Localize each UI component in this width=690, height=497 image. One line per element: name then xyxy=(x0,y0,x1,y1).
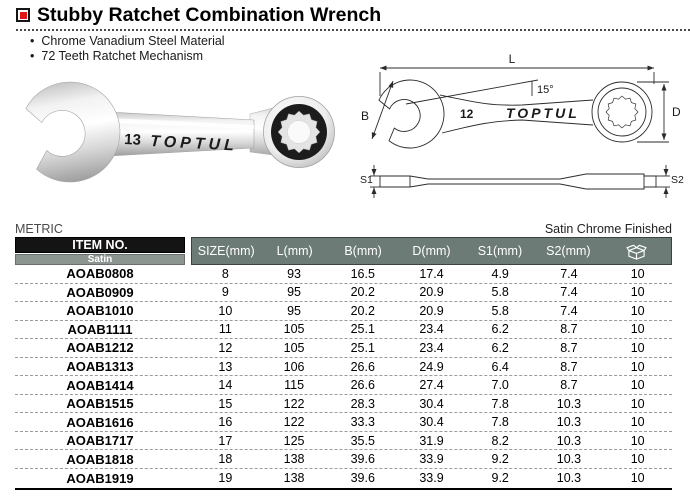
value-cell: 122 xyxy=(283,415,305,430)
value-cell: 26.6 xyxy=(350,359,375,374)
col-header-s1: S1(mm) xyxy=(477,244,523,258)
diagram-size-stamp: 12 xyxy=(460,107,474,121)
value-cell: 10 xyxy=(630,285,645,300)
value-cell: 17 xyxy=(218,433,233,448)
bullet-dot-icon: • xyxy=(30,49,35,63)
value-cell: 7.4 xyxy=(560,303,578,318)
value-cell: 39.6 xyxy=(350,471,375,486)
value-cell: 20.9 xyxy=(419,285,444,300)
photo-engraving-size: 13 xyxy=(123,131,142,149)
value-cell: 8.2 xyxy=(491,433,509,448)
item-no-cell: AOAB1111 xyxy=(67,321,133,337)
value-cell: 11 xyxy=(218,322,232,337)
value-cell: 122 xyxy=(283,396,305,411)
feature-item xyxy=(30,34,225,49)
value-cell: 7.4 xyxy=(560,266,578,281)
value-cell: 7.0 xyxy=(491,378,509,393)
col-header-d: D(mm) xyxy=(412,244,451,258)
table-row xyxy=(15,321,672,340)
value-cell: 8.7 xyxy=(560,378,578,393)
photo-engraving-brand: TOPTUL xyxy=(149,133,239,155)
col-header-b: B(mm) xyxy=(344,244,382,258)
value-cell: 28.3 xyxy=(350,396,375,411)
table-row xyxy=(15,450,672,469)
col-header-s2: S2(mm) xyxy=(546,244,591,258)
value-cell: 5.8 xyxy=(491,303,509,318)
item-no-cell: AOAB1515 xyxy=(66,396,134,412)
value-cell: 12 xyxy=(218,340,233,355)
table-row xyxy=(15,339,672,358)
item-no-cell: AOAB1414 xyxy=(66,377,134,393)
value-cell: 15 xyxy=(218,396,233,411)
value-cell: 17.4 xyxy=(419,266,444,281)
value-cell: 35.5 xyxy=(350,433,375,448)
value-cell: 10 xyxy=(630,359,645,374)
value-cell: 8.7 xyxy=(560,359,578,374)
table-row xyxy=(15,376,672,395)
value-cell: 14 xyxy=(218,378,233,393)
value-cell: 105 xyxy=(283,340,305,355)
dim-label-D: D xyxy=(672,105,681,119)
table-row xyxy=(15,302,672,321)
value-cell: 23.4 xyxy=(419,340,444,355)
item-no-header-block xyxy=(15,237,185,265)
value-cell: 24.9 xyxy=(419,359,444,374)
metric-label: METRIC xyxy=(15,222,63,236)
value-cell: 10.3 xyxy=(556,396,582,411)
section-bullet-icon xyxy=(16,8,30,22)
value-cell: 6.2 xyxy=(491,340,509,355)
dim-label-S1: S1 xyxy=(360,174,373,186)
table-header xyxy=(15,237,672,265)
value-cell: 16.5 xyxy=(350,266,375,281)
value-cell: 8.7 xyxy=(560,322,578,337)
value-cell: 138 xyxy=(283,452,305,467)
value-cell: 39.6 xyxy=(350,452,375,467)
value-cell: 10.3 xyxy=(556,433,582,448)
feature-text: 72 Teeth Ratchet Mechanism xyxy=(41,49,204,63)
table-labels xyxy=(15,221,672,237)
value-cell: 26.6 xyxy=(350,378,375,393)
value-cell: 9.2 xyxy=(491,471,509,486)
value-cell: 10 xyxy=(630,471,645,486)
table-row xyxy=(15,284,672,303)
value-cell: 115 xyxy=(284,378,305,393)
value-cell: 8.7 xyxy=(560,340,578,355)
value-cell: 8 xyxy=(221,266,229,281)
table-row xyxy=(15,265,672,284)
value-cell: 10.3 xyxy=(556,471,582,486)
value-cell: 10 xyxy=(630,433,645,448)
column-headers xyxy=(191,237,672,265)
value-cell: 19 xyxy=(218,471,233,486)
value-cell: 10 xyxy=(630,322,645,337)
item-no-cell: AOAB1212 xyxy=(66,340,134,356)
value-cell: 31.9 xyxy=(419,433,444,448)
value-cell: 9.2 xyxy=(491,452,509,467)
value-cell: 16 xyxy=(218,415,233,430)
value-cell: 10 xyxy=(630,452,645,467)
item-no-cell: AOAB1818 xyxy=(66,451,134,467)
finish-label: Satin Chrome Finished xyxy=(544,222,672,236)
page-title: Stubby Ratchet Combination Wrench xyxy=(37,4,382,26)
value-cell: 4.9 xyxy=(491,266,509,281)
table-row xyxy=(15,413,672,432)
value-cell: 10.3 xyxy=(556,452,582,467)
value-cell: 25.1 xyxy=(350,340,375,355)
value-cell: 6.4 xyxy=(491,359,509,374)
value-cell: 10 xyxy=(630,396,645,411)
value-cell: 20.2 xyxy=(350,303,375,318)
value-cell: 93 xyxy=(287,266,302,281)
item-no-cell: AOAB1919 xyxy=(66,470,134,486)
value-cell: 125 xyxy=(283,433,305,448)
value-cell: 106 xyxy=(283,359,305,374)
value-cell: 10 xyxy=(630,266,645,281)
table-row xyxy=(15,395,672,414)
value-cell: 33.3 xyxy=(350,415,375,430)
value-cell: 10 xyxy=(630,340,645,355)
value-cell: 95 xyxy=(287,303,302,318)
value-cell: 9 xyxy=(221,285,229,300)
value-cell: 7.8 xyxy=(491,415,509,430)
carton-icon xyxy=(625,242,648,261)
value-cell: 95 xyxy=(287,285,302,300)
value-cell: 25.1 xyxy=(350,322,375,337)
value-cell: 27.4 xyxy=(419,378,444,393)
col-header-size: SIZE(mm) xyxy=(197,244,255,258)
dim-label-angle: 15° xyxy=(537,84,554,96)
item-no-cell: AOAB1616 xyxy=(66,414,134,430)
value-cell: 10 xyxy=(630,303,645,318)
item-no-cell: AOAB1717 xyxy=(66,433,134,449)
satin-subheader: Satin xyxy=(15,254,185,265)
feature-text: Chrome Vanadium Steel Material xyxy=(41,34,225,48)
value-cell: 5.8 xyxy=(491,285,509,300)
value-cell: 10.3 xyxy=(556,415,582,430)
wrench-photo xyxy=(12,60,352,218)
wrench-diagram xyxy=(360,50,685,210)
value-cell: 33.9 xyxy=(419,452,444,467)
col-header-l: L(mm) xyxy=(276,244,313,258)
value-cell: 10 xyxy=(630,378,645,393)
wrench-outline xyxy=(370,68,670,198)
value-cell: 7.8 xyxy=(491,396,509,411)
item-no-cell: AOAB1313 xyxy=(66,359,134,374)
value-cell: 30.4 xyxy=(419,396,444,411)
value-cell: 7.4 xyxy=(560,285,578,300)
value-cell: 105 xyxy=(283,322,305,337)
value-cell: 20.2 xyxy=(350,285,375,300)
value-cell: 10 xyxy=(218,303,233,318)
item-no-cell: AOAB0808 xyxy=(66,266,134,282)
col-header-pack xyxy=(603,238,671,264)
wrench-photo-body xyxy=(23,74,335,188)
value-cell: 10 xyxy=(630,415,645,430)
item-no-cell: AOAB0909 xyxy=(66,284,134,300)
dim-label-S2: S2 xyxy=(671,174,684,186)
page-header xyxy=(16,5,690,31)
value-cell: 33.9 xyxy=(419,471,444,486)
bullet-dot-icon: • xyxy=(30,34,35,48)
item-no-cell: AOAB1010 xyxy=(66,303,134,319)
dim-label-L: L xyxy=(508,52,516,66)
value-cell: 13 xyxy=(218,359,233,374)
value-cell: 6.2 xyxy=(491,322,509,337)
diagram-brand: TOPTUL xyxy=(506,105,580,121)
spec-table xyxy=(15,221,672,490)
table-row xyxy=(15,432,672,451)
value-cell: 138 xyxy=(283,471,305,486)
table-row xyxy=(15,358,672,377)
value-cell: 23.4 xyxy=(419,322,444,337)
table-body xyxy=(15,265,672,488)
value-cell: 30.4 xyxy=(419,415,444,430)
dim-label-B: B xyxy=(361,109,370,123)
item-no-header: ITEM NO. xyxy=(15,237,185,253)
table-row xyxy=(15,469,672,488)
value-cell: 20.9 xyxy=(419,303,444,318)
value-cell: 18 xyxy=(218,452,233,467)
